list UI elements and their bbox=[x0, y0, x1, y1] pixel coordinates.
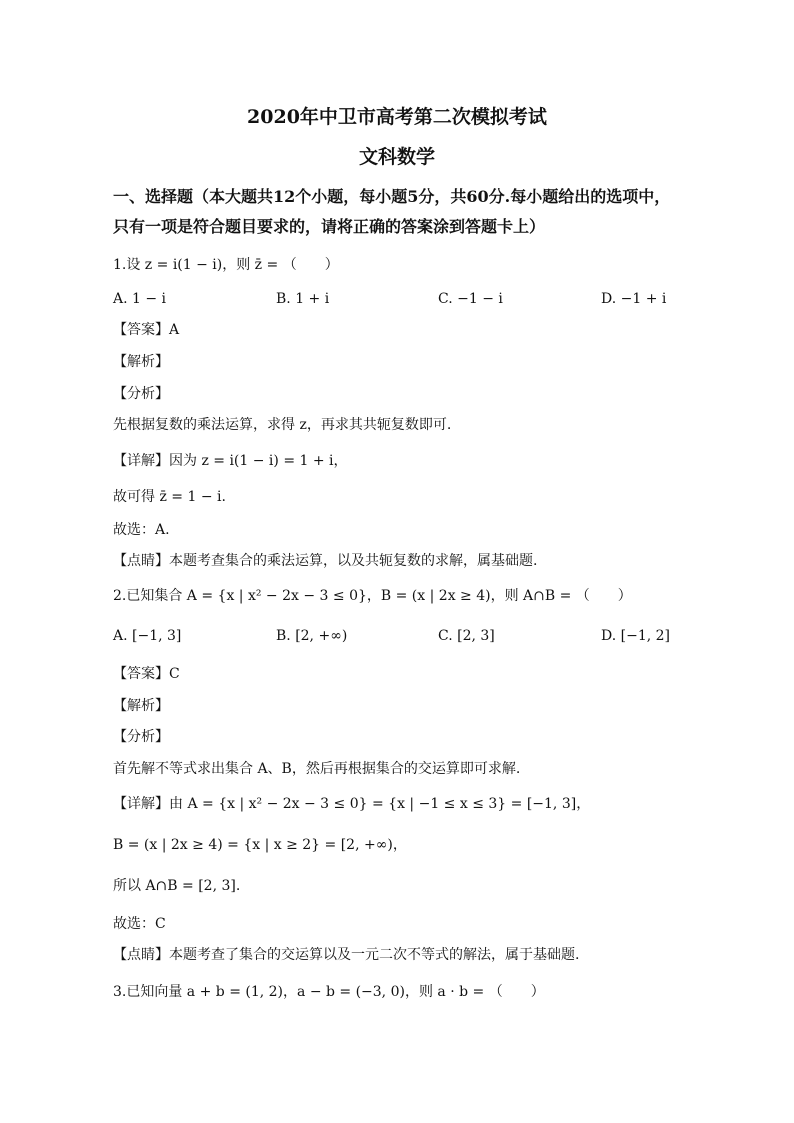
q2-detail: 【详解】由 A = {x | x² − 2x − 3 ≤ 0} = {x | −1 ≤ x ≤ 3} = [−1, 3]， bbox=[113, 796, 591, 812]
q3-stem: 3.已知向量 a + b = (1, 2)，a − b = (−3, 0)，则 a · b = （ ） bbox=[113, 984, 545, 1000]
q2-detail-3: 所以 A∩B = [2, 3]. bbox=[113, 878, 241, 894]
q2-detail-2: B = (x | 2x ≥ 4) = {x | x ≥ 2} = [2, +∞)， bbox=[113, 837, 407, 853]
q1-choose: 故选：A. bbox=[113, 522, 170, 538]
q2-comment: 【点睛】本题考查了集合的交运算以及一元二次不等式的解法，属于基础题. bbox=[113, 947, 580, 963]
section-heading-line-2: 只有一项是符合题目要求的，请将正确的答案涂到答题卡上） bbox=[113, 217, 546, 236]
page-title: 2020年中卫市高考第二次模拟考试 bbox=[247, 106, 547, 128]
q1-analysis-label: 【解析】 bbox=[113, 354, 169, 370]
q2-choose: 故选：C bbox=[113, 916, 166, 932]
q2-option-a: A. [−1, 3] bbox=[113, 628, 182, 644]
q2-fenxi-label: 【分析】 bbox=[113, 729, 169, 745]
section-heading-line-1: 一、选择题（本大题共12个小题，每小题5分，共60分.每小题给出的选项中， bbox=[113, 187, 671, 206]
q1-option-a: A. 1 − i bbox=[113, 291, 167, 307]
q2-analysis-label: 【解析】 bbox=[113, 698, 169, 714]
q2-fenxi-text: 首先解不等式求出集合 A、B，然后再根据集合的交运算即可求解. bbox=[113, 761, 521, 777]
q2-stem: 2.已知集合 A = {x | x² − 2x − 3 ≤ 0}，B = (x | 2x ≥ 4)，则 A∩B = （ ） bbox=[113, 588, 632, 604]
q1-option-b: B. 1 + i bbox=[276, 291, 330, 307]
q1-option-d: D. −1 + i bbox=[601, 291, 667, 307]
q1-detail: 【详解】因为 z = i(1 − i) = 1 + i， bbox=[113, 453, 348, 469]
page-subtitle: 文科数学 bbox=[358, 146, 435, 168]
q2-option-d: D. [−1, 2] bbox=[601, 628, 670, 644]
q1-option-c: C. −1 − i bbox=[438, 291, 503, 307]
q1-fenxi-text: 先根据复数的乘法运算，求得 z，再求其共轭复数即可. bbox=[113, 417, 452, 433]
q2-answer: 【答案】C bbox=[113, 666, 180, 682]
q2-option-c: C. [2, 3] bbox=[438, 628, 495, 644]
q1-answer: 【答案】A bbox=[113, 322, 180, 338]
q1-stem: 1.设 z = i(1 − i)，则 z̄ = （ ） bbox=[113, 257, 339, 273]
q2-option-b: B. [2, +∞) bbox=[276, 628, 348, 644]
q1-detail-2: 故可得 z̄ = 1 − i. bbox=[113, 489, 226, 505]
q1-comment: 【点睛】本题考查集合的乘法运算，以及共轭复数的求解，属基础题. bbox=[113, 553, 538, 569]
q1-fenxi-label: 【分析】 bbox=[113, 386, 169, 402]
